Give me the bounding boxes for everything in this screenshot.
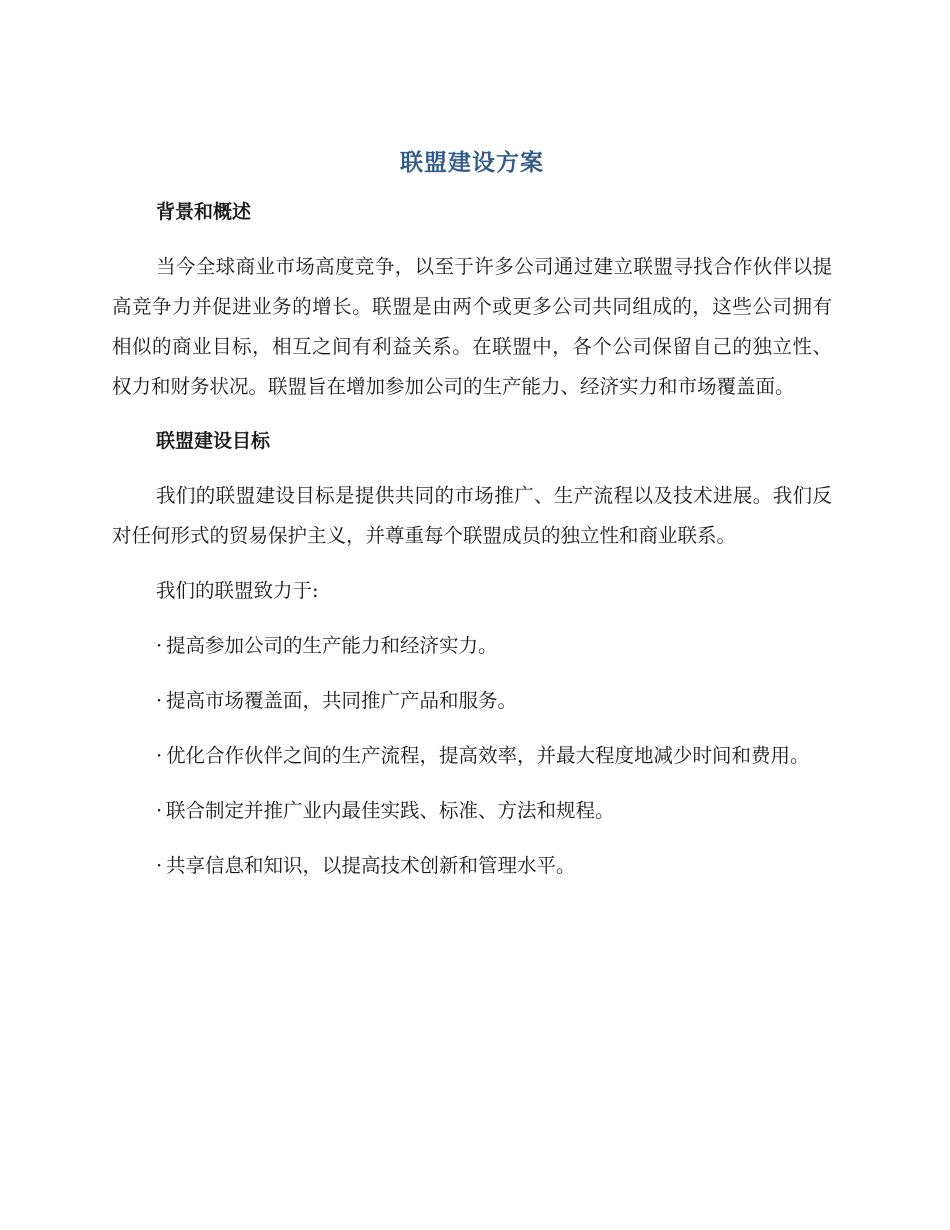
list-item [112, 791, 832, 831]
paragraph-commitment-intro: 我们的联盟致力于: [156, 579, 319, 602]
list-item [112, 681, 832, 721]
bullet-marker: · [156, 744, 163, 767]
paragraph-background: 当今全球商业市场高度竞争，以至于许多公司通过建立联盟寻找合作伙伴以提高竞争力并促进业务的增长。联盟是由两个或更多公司共同组成的，这些公司拥有相似的商业目标，相互之间有利益关系。在联盟中，各个公司保留自己的独立性、权力和财务状况。联盟旨在增加参加公司的生产能力、经济实力和市场覆盖面。 [112, 255, 832, 398]
list-item-text: 提高参加公司的生产能力和经济实力。 [166, 634, 498, 657]
paragraph-goals: 我们的联盟建设目标是提供共同的市场推广、生产流程以及技术进展。我们反对任何形式的贸易保护主义，并尊重每个联盟成员的独立性和商业联系。 [112, 484, 832, 547]
bullet-marker: · [156, 854, 163, 877]
document-page [112, 140, 832, 886]
section-heading-background: 背景和概述 [156, 201, 252, 223]
bullet-list [112, 626, 832, 886]
list-item [112, 626, 832, 666]
section-heading-goals: 联盟建设目标 [156, 430, 271, 452]
list-item [112, 736, 832, 776]
document-title: 联盟建设方案 [400, 150, 544, 176]
list-item [112, 846, 832, 886]
list-item-text: 共享信息和知识，以提高技术创新和管理水平。 [166, 854, 576, 877]
list-item-text: 联合制定并推广业内最佳实践、标准、方法和规程。 [166, 799, 615, 822]
bullet-marker: · [156, 799, 163, 822]
list-item-text: 优化合作伙伴之间的生产流程，提高效率，并最大程度地减少时间和费用。 [166, 744, 810, 767]
list-item-text: 提高市场覆盖面，共同推广产品和服务。 [166, 689, 518, 712]
bullet-marker: · [156, 634, 163, 657]
bullet-marker: · [156, 689, 163, 712]
